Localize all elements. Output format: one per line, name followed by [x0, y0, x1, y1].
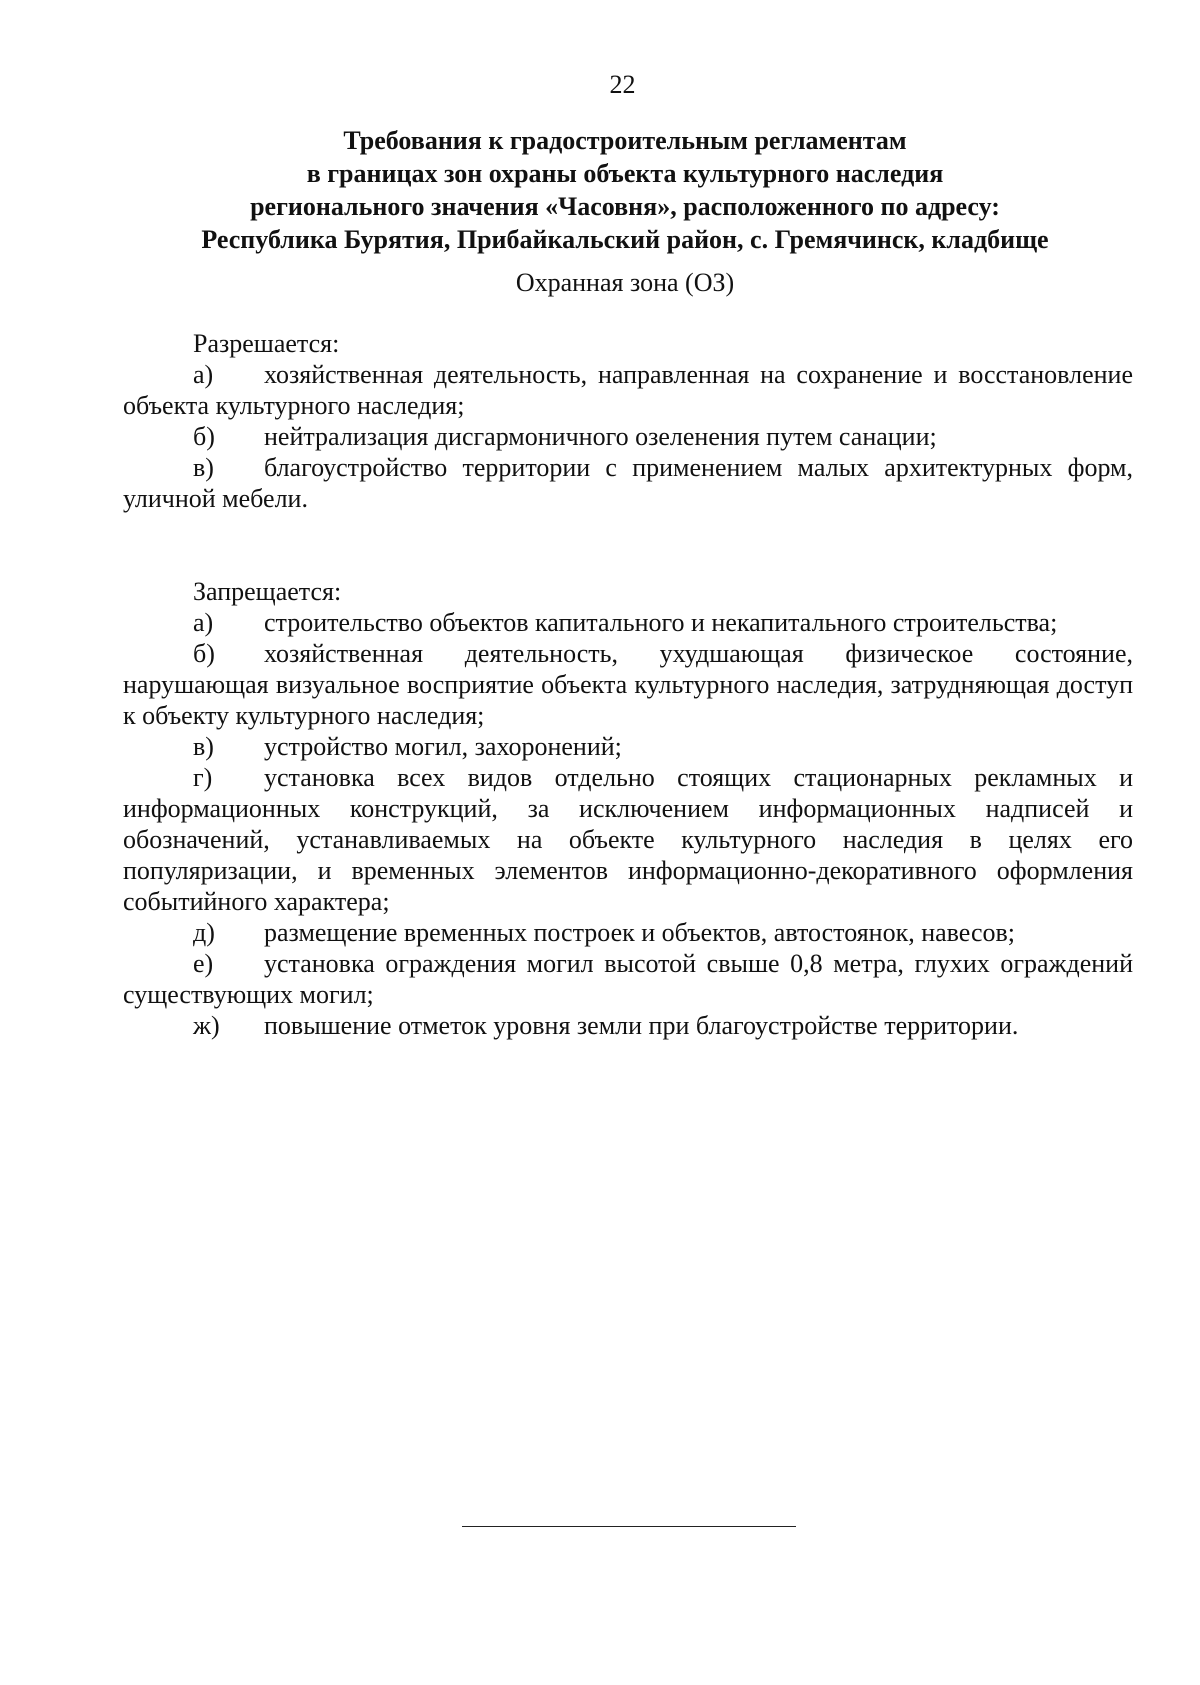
forbidden-heading: Запрещается: — [193, 577, 342, 606]
section-spacer — [123, 514, 1133, 545]
item-marker: г) — [193, 763, 213, 792]
forbidden-item — [123, 638, 1133, 731]
zone-title: Охранная зона (ОЗ) — [515, 268, 735, 297]
forbidden-item — [123, 948, 1133, 1010]
forbidden-item — [123, 1010, 1133, 1041]
item-marker: е) — [193, 949, 214, 978]
title-line: Республика Бурятия, Прибайкальский район, с. Гремячинск, кладбище — [201, 225, 1049, 254]
item-text: благоустройство территории с применением малых архитектурных форм, уличной мебели. — [123, 453, 1133, 513]
section-spacer — [123, 545, 1133, 576]
title-line: Требования к градостроительным регламентам — [343, 126, 907, 155]
item-marker: а) — [193, 360, 214, 389]
item-text: размещение временных построек и объектов, автостоянок, навесов; — [264, 918, 1016, 947]
end-divider-line — [462, 1526, 796, 1527]
item-marker: в) — [193, 453, 214, 482]
page-number: 22 — [609, 70, 636, 99]
forbidden-item — [123, 607, 1133, 638]
item-text: установка всех видов отдельно стоящих стационарных рекламных и информационных конструкций, за исключением информационных надписей и обозначений, устанавливаемых на объекте культурного наследия в целях его популяризации, и временных элементов информационно-декоративного оформления событийного характера; — [123, 763, 1133, 916]
allowed-item — [123, 452, 1133, 514]
item-marker: в) — [193, 732, 214, 761]
forbidden-item — [123, 917, 1133, 948]
item-text: повышение отметок уровня земли при благоустройстве территории. — [264, 1011, 1019, 1040]
item-marker: а) — [193, 608, 214, 637]
item-marker: б) — [193, 639, 215, 668]
document-title — [120, 124, 1130, 256]
item-text: установка ограждения могил высотой свыше 0,8 метра, глухих ограждений существующих могил; — [123, 949, 1133, 1009]
item-text: хозяйственная деятельность, направленная на сохранение и восстановление объекта культурного наследия; — [123, 360, 1133, 420]
forbidden-item — [123, 731, 1133, 762]
item-marker: ж) — [193, 1011, 220, 1040]
item-text: хозяйственная деятельность, ухудшающая физическое состояние, нарушающая визуальное восприятие объекта культурного наследия, затрудняющая доступ к объекту культурного наследия; — [123, 639, 1133, 730]
allowed-heading: Разрешается: — [193, 329, 340, 358]
regulations-body — [123, 328, 1133, 1041]
allowed-item — [123, 359, 1133, 421]
title-line: регионального значения «Часовня», расположенного по адресу: — [250, 192, 1000, 221]
item-text: строительство объектов капитального и некапитального строительства; — [264, 608, 1058, 637]
item-text: нейтрализация дисгармоничного озеленения путем санации; — [264, 422, 937, 451]
forbidden-item — [123, 762, 1133, 917]
item-text: устройство могил, захоронений; — [264, 732, 622, 761]
title-line: в границах зон охраны объекта культурного наследия — [306, 159, 944, 188]
item-marker: д) — [193, 918, 215, 947]
item-marker: б) — [193, 422, 215, 451]
allowed-item — [123, 421, 1133, 452]
